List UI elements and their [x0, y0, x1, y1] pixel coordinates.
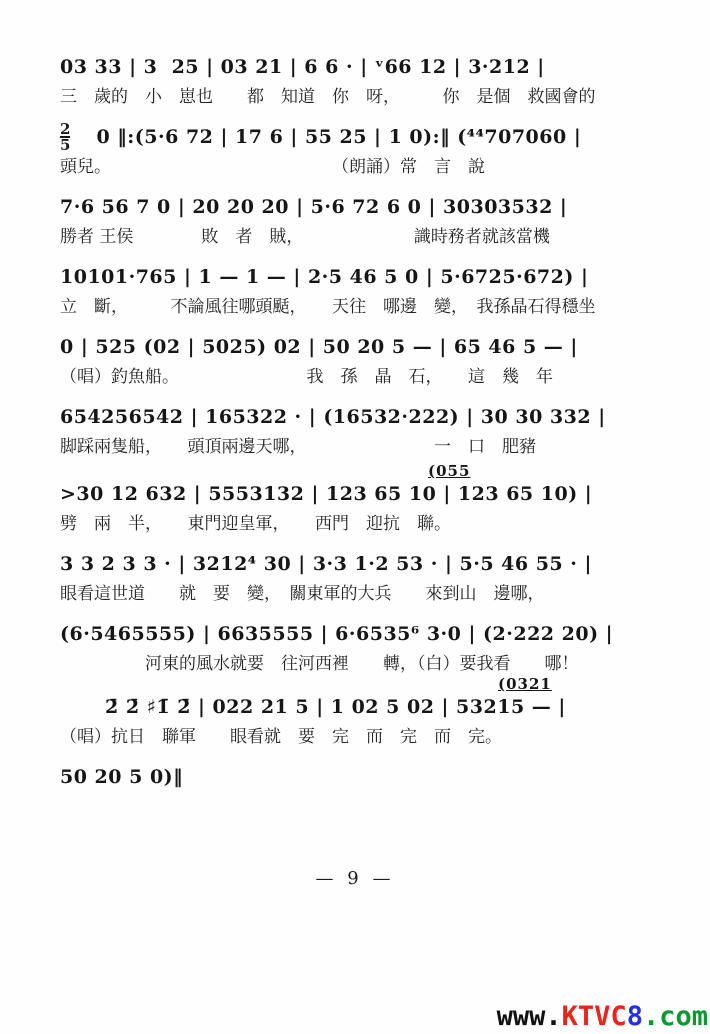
pickup-notes-annotation: (055 — [428, 462, 471, 480]
music-system-6 — [60, 402, 690, 461]
music-system-8 — [60, 549, 690, 608]
key-signature-top: 2 — [60, 119, 71, 138]
melody-row — [60, 119, 690, 154]
lyrics-line: 頭兒。 （朗誦）常 言 說 — [60, 157, 485, 177]
melody-line: 03 33 | 3 25 | 03 21 | 6 6 · | ᵛ66 12 | 3·212 | — [60, 56, 545, 78]
watermark — [497, 1001, 708, 1032]
music-system-11 — [60, 762, 690, 792]
music-system-5 — [60, 332, 690, 391]
watermark-part-8: 8 — [626, 1001, 643, 1032]
music-system-7 — [60, 462, 690, 538]
lyrics-line: 河東的風水就要 往河西裡 轉，（白）要我看 哪！ — [60, 654, 579, 674]
melody-line: 0 ‖:(5·6 72 | 17 6 | 55 25 | 1 0):‖ (⁴⁴707060 | — [96, 126, 582, 148]
key-signature-bottom: 5 — [60, 135, 71, 154]
melody-line: (6·5465555) | 6635555 | 6·6535⁶ 3·0 | (2·222 20) | — [60, 623, 614, 645]
music-system-4 — [60, 262, 690, 321]
lyrics-line: 三 歲的 小 崽也 都 知道 你 呀， 你 是個 救國會的 — [60, 87, 596, 107]
melody-line: 7·6 56 7 0 | 20 20 20 | 5·6 72 6 0 | 30303532 | — [60, 196, 568, 218]
watermark-part-com: .com — [642, 1001, 708, 1032]
melody-line: 654256542 | 165322 · | (16532·222) | 30 30 332 | — [60, 406, 606, 428]
watermark-part-www: www. — [496, 1001, 562, 1032]
melody-line: 50 20 5 0)‖ — [60, 766, 184, 788]
page-number: — 9 — — [315, 868, 395, 889]
melody-line: 3 3 2 3 3 · | 3212⁴ 30 | 3·3 1·2 53 · | 5·5 46 55 · | — [60, 553, 592, 575]
key-signature — [60, 119, 71, 154]
melody-line: 2̄ 2̄ ♯1̄ 2̄ | 022 21 5 | 1 02 5 02 | 53215 — | — [105, 696, 566, 718]
lyrics-line: 脚踩兩隻船， 頭頂兩邊天哪， 一 口 肥豬 — [60, 437, 536, 457]
lyrics-line: （唱）抗日 聯軍 眼看就 要 完 而 完 而 完。 — [60, 727, 502, 747]
lyrics-line: 劈 兩 半， 東門迎皇軍， 西門 迎抗 聯。 — [60, 514, 451, 534]
music-system-3 — [60, 192, 690, 251]
music-system-1 — [60, 52, 690, 111]
music-system-2 — [60, 119, 690, 181]
melody-line: 0 | 525 (02 | 5025) 02 | 50 20 5 — | 65 46 5 — | — [60, 336, 578, 358]
watermark-part-ktvc: KTVC — [561, 1001, 627, 1032]
lyrics-line: 眼看這世道 就 要 變， 關東軍的大兵 來到山 邊哪， — [60, 584, 545, 604]
lyrics-line: 立 斷， 不論風往哪頭颳， 天往 哪邊 變， 我孫晶石得穩坐 — [60, 297, 596, 317]
music-system-9 — [60, 619, 690, 678]
melody-line: 10101·765 | 1 — 1 — | 2·5 46 5 0 | 5·6725·672) | — [60, 266, 589, 288]
melody-line: >30 12 632 | 5553132 | 123 65 10 | 123 65 10) | — [60, 483, 593, 505]
lyrics-line: （唱）釣魚船。 我 孫 晶 石， 這 幾 年 — [60, 367, 553, 387]
music-system-10 — [60, 675, 690, 751]
pickup-notes-annotation: (0321 — [498, 675, 552, 693]
score-area — [60, 52, 690, 803]
lyrics-line: 勝者 王侯 敗 者 賊， 識時務者就該當機 — [60, 227, 550, 247]
